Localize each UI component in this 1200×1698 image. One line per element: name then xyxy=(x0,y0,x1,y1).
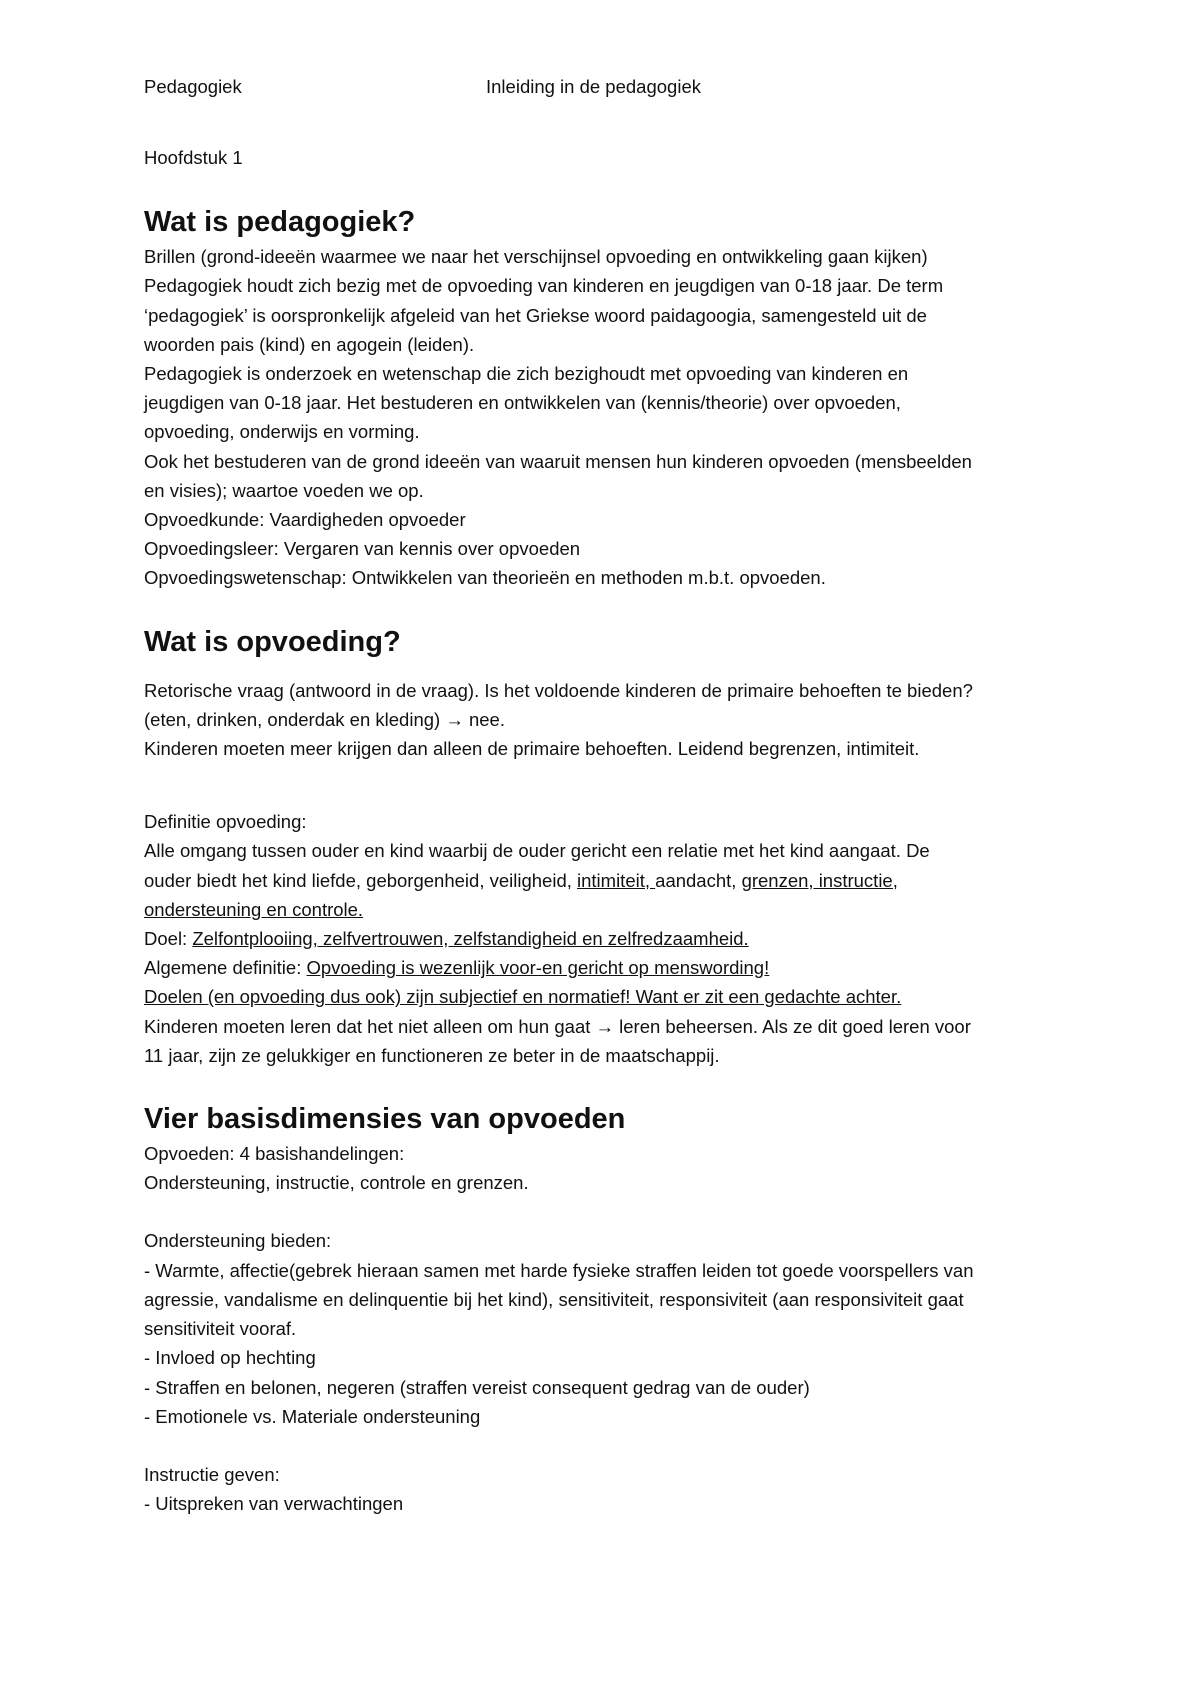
paragraph-line: Alle omgang tussen ouder en kind waarbij de ouder gericht een relatie met het kind aangaat. De xyxy=(144,840,930,862)
text-span: leren beheersen. Als ze dit goed leren voor xyxy=(614,1015,971,1037)
list-item: agressie, vandalisme en delinquentie bij het kind), sensitiviteit, responsiviteit (aan responsiviteit gaat xyxy=(144,1288,964,1310)
paragraph-line: Brillen (grond-ideeën waarmee we naar het verschijnsel opvoeding en ontwikkeling gaan kijken) xyxy=(144,246,928,268)
list-item: - Uitspreken van verwachtingen xyxy=(144,1493,404,1515)
list-item: - Emotionele vs. Materiale ondersteuning xyxy=(144,1405,481,1427)
arrow-right-icon: → xyxy=(445,708,464,730)
heading-wat-is-opvoeding: Wat is opvoeding? xyxy=(144,625,401,658)
list-item: sensitiviteit vooraf. xyxy=(144,1318,297,1340)
text-span: aandacht, xyxy=(655,869,742,891)
text-span: Doel: xyxy=(144,928,193,950)
heading-wat-is-pedagogiek: Wat is pedagogiek? xyxy=(144,206,416,239)
paragraph-line: opvoeding, onderwijs en vorming. xyxy=(144,421,420,443)
subheading-ondersteuning: Ondersteuning bieden: xyxy=(144,1230,332,1252)
underlined-text: grenzen, instructie, xyxy=(741,869,898,891)
paragraph-line: Opvoedingsleer: Vergaren van kennis over opvoeden xyxy=(144,538,581,560)
underlined-text: Doelen (en opvoeding dus ook) zijn subjectief en normatief! Want er zit een gedachte achter. xyxy=(144,986,902,1008)
paragraph-line: woorden pais (kind) en agogein (leiden). xyxy=(144,333,475,355)
paragraph-line xyxy=(144,953,1064,982)
text-span: Algemene definitie: xyxy=(144,957,307,979)
paragraph-line: Ook het bestuderen van de grond ideeën van waaruit mensen hun kinderen opvoeden (mensbeelden xyxy=(144,450,972,472)
arrow-right-icon: → xyxy=(595,1015,615,1037)
paragraph-line xyxy=(144,866,1064,895)
chapter-label: Hoofdstuk 1 xyxy=(144,147,243,168)
document-body xyxy=(144,143,1064,1518)
paragraph-line: 11 jaar, zijn ze gelukkiger en functioneren ze beter in de maatschappij. xyxy=(144,1044,720,1066)
header-left: Pedagogiek xyxy=(144,76,242,97)
header-center: Inleiding in de pedagogiek xyxy=(486,76,701,97)
heading-vier-basisdimensies: Vier basisdimensies van opvoeden xyxy=(144,1103,626,1136)
list-item: - Invloed op hechting xyxy=(144,1347,316,1369)
list-item: - Warmte, affectie(gebrek hieraan samen met harde fysieke straffen leiden tot goede voorspellers van xyxy=(144,1259,974,1281)
text-span: nee. xyxy=(463,708,505,730)
paragraph-line xyxy=(144,1012,1064,1041)
paragraph-line: Kinderen moeten meer krijgen dan alleen de primaire behoeften. Leidend begrenzen, intimiteit. xyxy=(144,738,920,760)
underlined-text: Zelfontplooiing, zelfvertrouwen, zelfstandigheid en zelfredzaamheid. xyxy=(192,928,749,950)
paragraph-line: Retorische vraag (antwoord in de vraag). Is het voldoende kinderen de primaire behoeften te bieden? xyxy=(144,679,973,701)
paragraph-line xyxy=(144,705,1064,734)
text-span: ouder biedt het kind liefde, geborgenheid, veiligheid, xyxy=(144,869,578,891)
subheading-instructie: Instructie geven: xyxy=(144,1463,280,1485)
text-span: Kinderen moeten leren dat het niet alleen om hun gaat xyxy=(144,1015,596,1037)
paragraph-line: jeugdigen van 0-18 jaar. Het bestuderen en ontwikkelen van (kennis/theorie) over opvoeden, xyxy=(144,392,901,414)
paragraph-line: en visies); waartoe voeden we op. xyxy=(144,479,424,501)
paragraph-line: Opvoedkunde: Vaardigheden opvoeder xyxy=(144,509,466,531)
paragraph-line xyxy=(144,982,1064,1011)
paragraph-line: Pedagogiek houdt zich bezig met de opvoeding van kinderen en jeugdigen van 0-18 jaar. De term xyxy=(144,275,944,297)
page-header xyxy=(144,76,1056,102)
paragraph-line: Pedagogiek is onderzoek en wetenschap die zich bezighoudt met opvoeding van kinderen en xyxy=(144,363,909,385)
definition-label: Definitie opvoeding: xyxy=(144,811,307,833)
underlined-text: intimiteit, xyxy=(577,869,656,891)
text-span: (eten, drinken, onderdak en kleding) xyxy=(144,708,441,730)
paragraph-line: Opvoedingswetenschap: Ontwikkelen van theorieën en methoden m.b.t. opvoeden. xyxy=(144,567,826,589)
underlined-text: ondersteuning en controle. xyxy=(144,898,364,920)
paragraph-line: ‘pedagogiek’ is oorspronkelijk afgeleid van het Griekse woord paidagoogia, samengesteld uit de xyxy=(144,304,927,326)
paragraph-line xyxy=(144,895,1064,924)
underlined-text: Opvoeding is wezenlijk voor-en gericht op menswording! xyxy=(306,957,770,979)
list-item: - Straffen en belonen, negeren (straffen vereist consequent gedrag van de ouder) xyxy=(144,1376,810,1398)
paragraph-line xyxy=(144,924,1064,953)
paragraph-line: Opvoeden: 4 basishandelingen: xyxy=(144,1143,405,1165)
paragraph-line: Ondersteuning, instructie, controle en grenzen. xyxy=(144,1172,529,1194)
